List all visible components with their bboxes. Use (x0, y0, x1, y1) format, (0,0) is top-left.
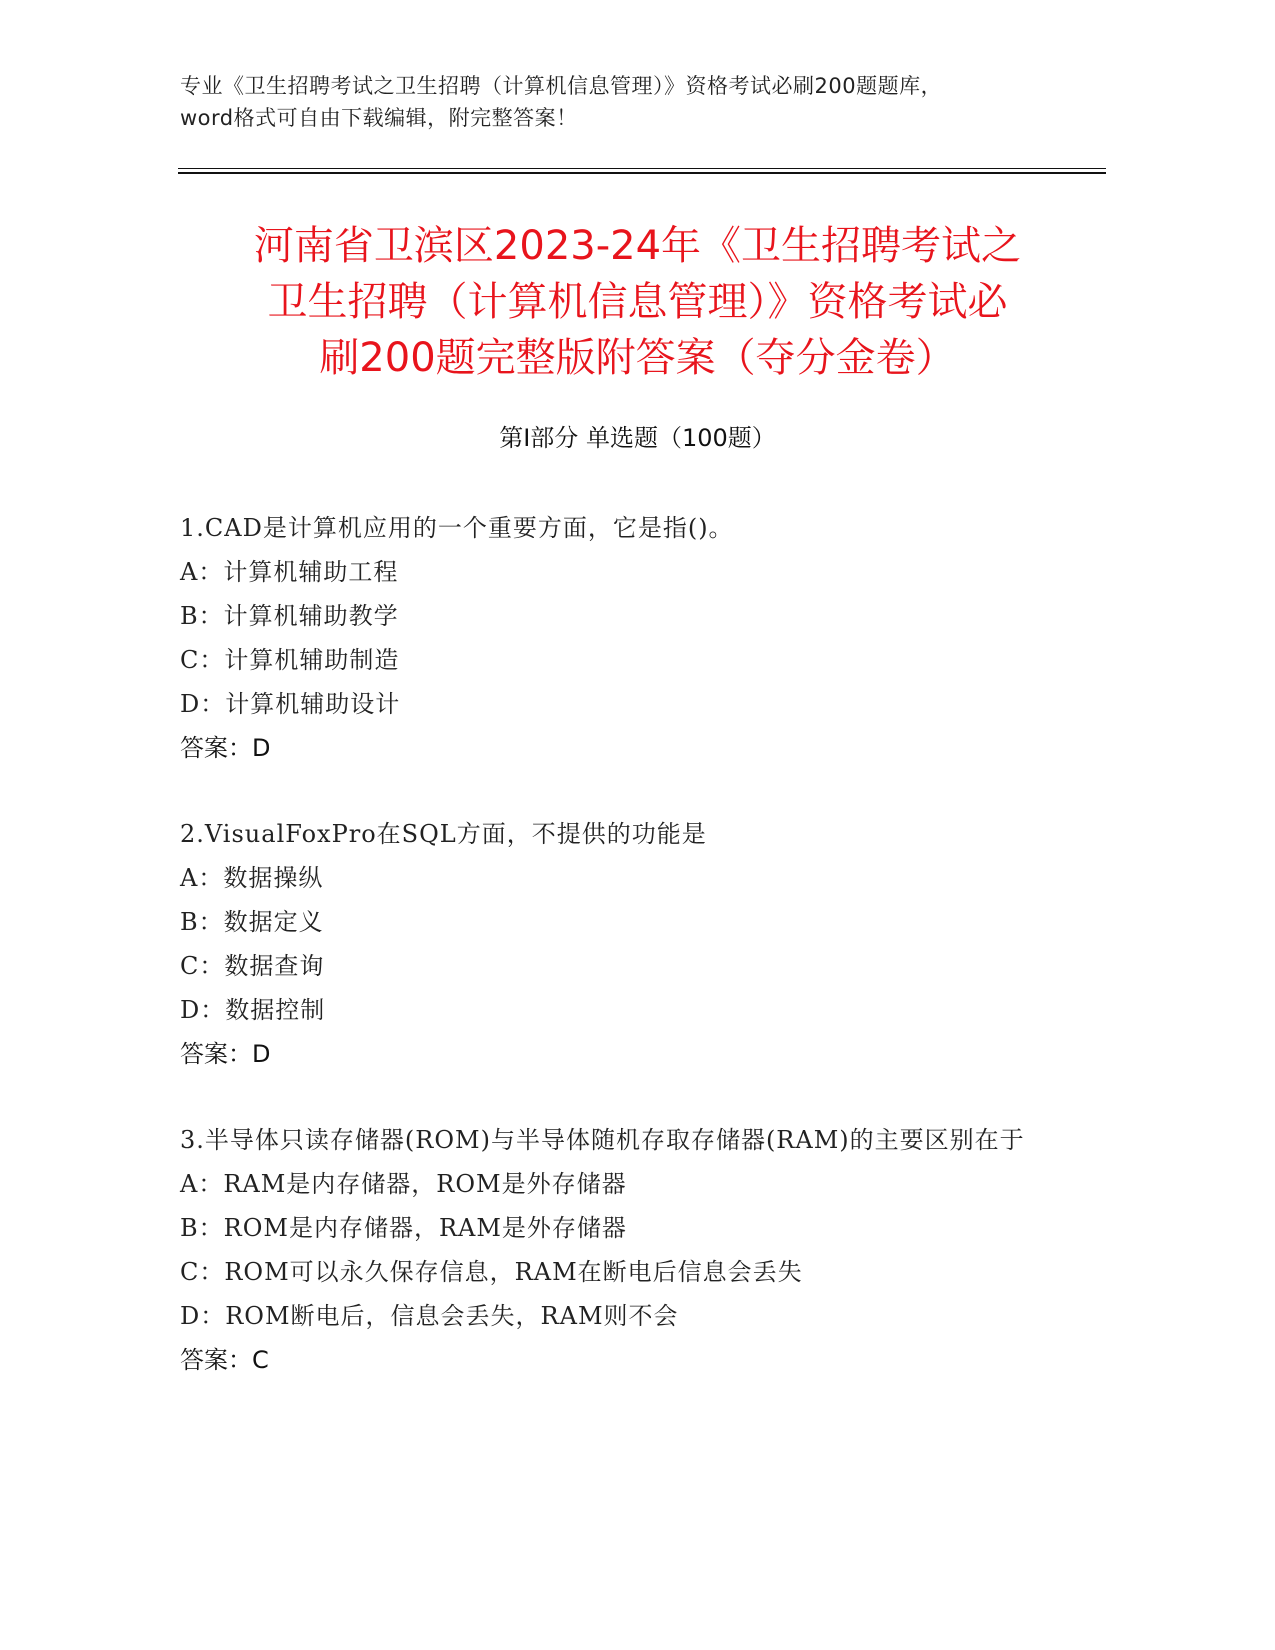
header-divider-thin (178, 168, 1106, 169)
question-stem: 3.半导体只读存储器(ROM)与半导体随机存取存储器(RAM)的主要区别在于 (180, 1126, 1025, 1154)
answer: 答案：C (180, 1346, 269, 1374)
option-d: D：数据控制 (180, 996, 326, 1024)
question-2 (180, 812, 1080, 1076)
question-list (180, 506, 1080, 1424)
option-d: D：ROM断电后，信息会丢失，RAM则不会 (180, 1302, 679, 1330)
answer: 答案：D (180, 734, 271, 762)
document-title (160, 218, 1115, 386)
option-b: B：数据定义 (180, 908, 324, 936)
section-heading: 第Ⅰ部分 单选题（100题） (499, 424, 776, 452)
option-d: D：计算机辅助设计 (180, 690, 401, 718)
option-c: C：ROM可以永久保存信息，RAM在断电后信息会丢失 (180, 1258, 803, 1286)
option-b: B：计算机辅助教学 (180, 602, 399, 630)
header-note-line-2: word格式可自由下载编辑，附完整答案！ (180, 106, 578, 130)
option-a: A：数据操纵 (180, 864, 324, 892)
option-c: C：数据查询 (180, 952, 325, 980)
option-a: A：RAM是内存储器，ROM是外存储器 (180, 1170, 627, 1198)
option-a: A：计算机辅助工程 (180, 558, 399, 586)
option-c: C：计算机辅助制造 (180, 646, 400, 674)
question-3 (180, 1118, 1080, 1382)
document-title-line-1: 河南省卫滨区2023-24年《卫生招聘考试之 (253, 223, 1022, 269)
header-note (180, 70, 1100, 134)
answer: 答案：D (180, 1040, 271, 1068)
question-stem: 2.VisualFoxPro在SQL方面，不提供的功能是 (180, 820, 707, 848)
document-title-line-3: 刷200题完整版附答案（夺分金卷） (319, 335, 956, 381)
header-divider-thick (178, 172, 1106, 174)
document-title-line-2: 卫生招聘（计算机信息管理）》资格考试必 (267, 279, 1008, 325)
header-note-line-1: 专业《卫生招聘考试之卫生招聘（计算机信息管理）》资格考试必刷200题题库， (180, 74, 943, 98)
question-1 (180, 506, 1080, 770)
question-stem: 1.CAD是计算机应用的一个重要方面，它是指()。 (180, 514, 734, 542)
option-b: B：ROM是内存储器，RAM是外存储器 (180, 1214, 627, 1242)
